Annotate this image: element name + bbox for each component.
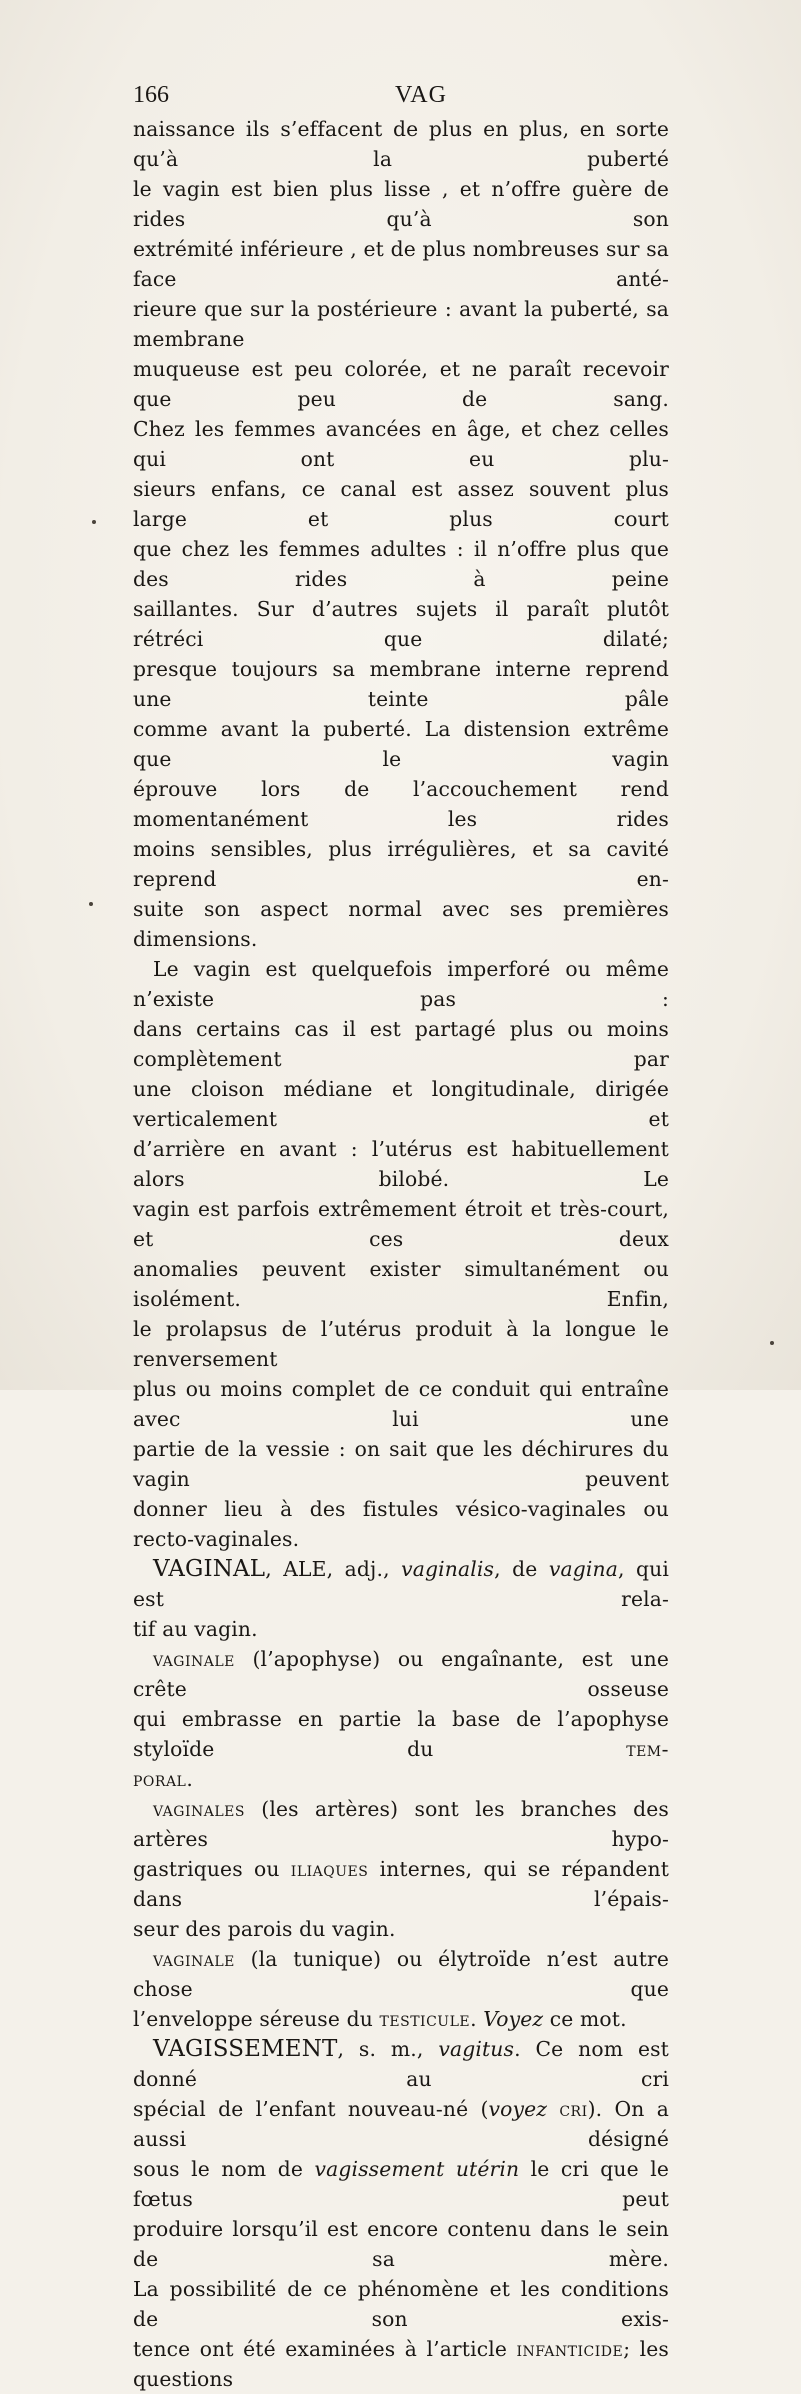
- text-line: tif au vagin.: [133, 1617, 258, 1641]
- entry-vagissement: VAGISSEMENT, s. m., vagitus. Ce nom est donné au cri: [133, 2036, 669, 2091]
- ink-speck: [89, 902, 93, 906]
- cross-reference: iliaques: [290, 1857, 369, 1881]
- page-number: 166: [133, 82, 169, 108]
- text-line: comme avant la puberté. La distension extrême que le vagin: [133, 717, 669, 771]
- body-text: [133, 114, 669, 2394]
- text-line: saillantes. Sur d’autres sujets il paraît plutôt rétréci que dilaté;: [133, 597, 669, 651]
- text-line: tence ont été examinées à l’article infanticide; les questions: [133, 2337, 669, 2391]
- subheadword: vaginale: [153, 1647, 235, 1671]
- text-line: muqueuse est peu colorée, et ne paraît recevoir que peu de sang.: [133, 357, 669, 411]
- entry-vaginal: VAGINAL, ALE, adj., vaginalis, de vagina, qui est rela-: [133, 1556, 669, 1611]
- text-line: La possibilité de ce phénomène et les conditions de son exis-: [133, 2277, 669, 2331]
- ink-speck: [770, 1341, 774, 1345]
- text-line: Chez les femmes avancées en âge, et chez celles qui ont eu plu-: [133, 417, 669, 471]
- cross-reference: testicule: [379, 2007, 471, 2031]
- cross-reference: infanticide: [516, 2337, 624, 2361]
- text-line: gastriques ou iliaques internes, qui se répandent dans l’épais-: [133, 1857, 669, 1911]
- cross-reference: cri: [559, 2097, 588, 2121]
- text-line: l’enveloppe séreuse du testicule. Voyez ce mot.: [133, 2007, 627, 2031]
- text-line: produire lorsqu’il est encore contenu dans le sein de sa mère.: [133, 2217, 669, 2271]
- text-line: le prolapsus de l’utérus produit à la longue le renversement: [133, 1317, 669, 1371]
- text-line: plus ou moins complet de ce conduit qui entraîne avec lui une: [133, 1377, 669, 1431]
- text-line: Le vagin est quelquefois imperforé ou même n’existe pas :: [133, 957, 669, 1011]
- text-line: qui embrasse en partie la base de l’apophyse styloïde du tem-: [133, 1707, 669, 1761]
- text-line: naissance ils s’effacent de plus en plus, en sorte qu’à la puberté: [133, 117, 669, 171]
- subheadword: vaginales: [153, 1797, 245, 1821]
- text-line: éprouve lors de l’accouchement rend momentanément les rides: [133, 777, 669, 831]
- text-line: une cloison médiane et longitudinale, dirigée verticalement et: [133, 1077, 669, 1131]
- entry-apophyse-vaginale: vaginale (l’apophyse) ou engaînante, est une crête osseuse: [133, 1647, 669, 1701]
- entry-arteres-vaginales: vaginales (les artères) sont les branches des artères hypo-: [133, 1797, 669, 1851]
- ink-speck: [92, 520, 96, 524]
- text-line: extrémité inférieure , et de plus nombreuses sur sa face anté-: [133, 237, 669, 291]
- text-line: dans certains cas il est partagé plus ou moins complètement par: [133, 1017, 669, 1071]
- text-line: seur des parois du vagin.: [133, 1917, 396, 1941]
- text-line: d’arrière en avant : l’utérus est habituellement alors bilobé. Le: [133, 1137, 669, 1191]
- text-line: vagin est parfois extrêmement étroit et très-court, et ces deux: [133, 1197, 669, 1251]
- text-line: sous le nom de vagissement utérin le cri que le fœtus peut: [133, 2157, 670, 2211]
- cross-reference: tem-: [626, 1737, 669, 1761]
- text-line: moins sensibles, plus irrégulières, et sa cavité reprend en-: [133, 837, 669, 891]
- text-line: le vagin est bien plus lisse , et n’offre guère de rides qu’à son: [133, 177, 669, 231]
- running-head: VAG: [395, 82, 447, 108]
- subheadword: vaginale: [153, 1947, 235, 1971]
- text-line: poral.: [133, 1767, 193, 1791]
- headword: VAGISSEMENT: [153, 2036, 338, 2062]
- text-line: suite son aspect normal avec ses premières dimensions.: [133, 897, 669, 951]
- text-line: sieurs enfans, ce canal est assez souvent plus large et plus court: [133, 477, 669, 531]
- text-line: spécial de l’enfant nouveau-né (voyez cri). On a aussi désigné: [133, 2097, 669, 2151]
- text-line: partie de la vessie : on sait que les déchirures du vagin peuvent: [133, 1437, 669, 1491]
- text-line: rieure que sur la postérieure : avant la puberté, sa membrane: [133, 297, 669, 351]
- text-line: donner lieu à des fistules vésico-vaginales ou recto-vaginales.: [133, 1497, 669, 1551]
- text-line: anomalies peuvent exister simultanément ou isolément. Enfin,: [133, 1257, 669, 1311]
- cross-reference: poral: [133, 1767, 187, 1791]
- headword: VAGINAL: [153, 1556, 266, 1582]
- text-line: que chez les femmes adultes : il n’offre plus que des rides à peine: [133, 537, 669, 591]
- entry-tunique-vaginale: vaginale (la tunique) ou élytroïde n’est autre chose que: [133, 1947, 669, 2001]
- text-line: presque toujours sa membrane interne reprend une teinte pâle: [133, 657, 669, 711]
- page-header: [133, 82, 673, 112]
